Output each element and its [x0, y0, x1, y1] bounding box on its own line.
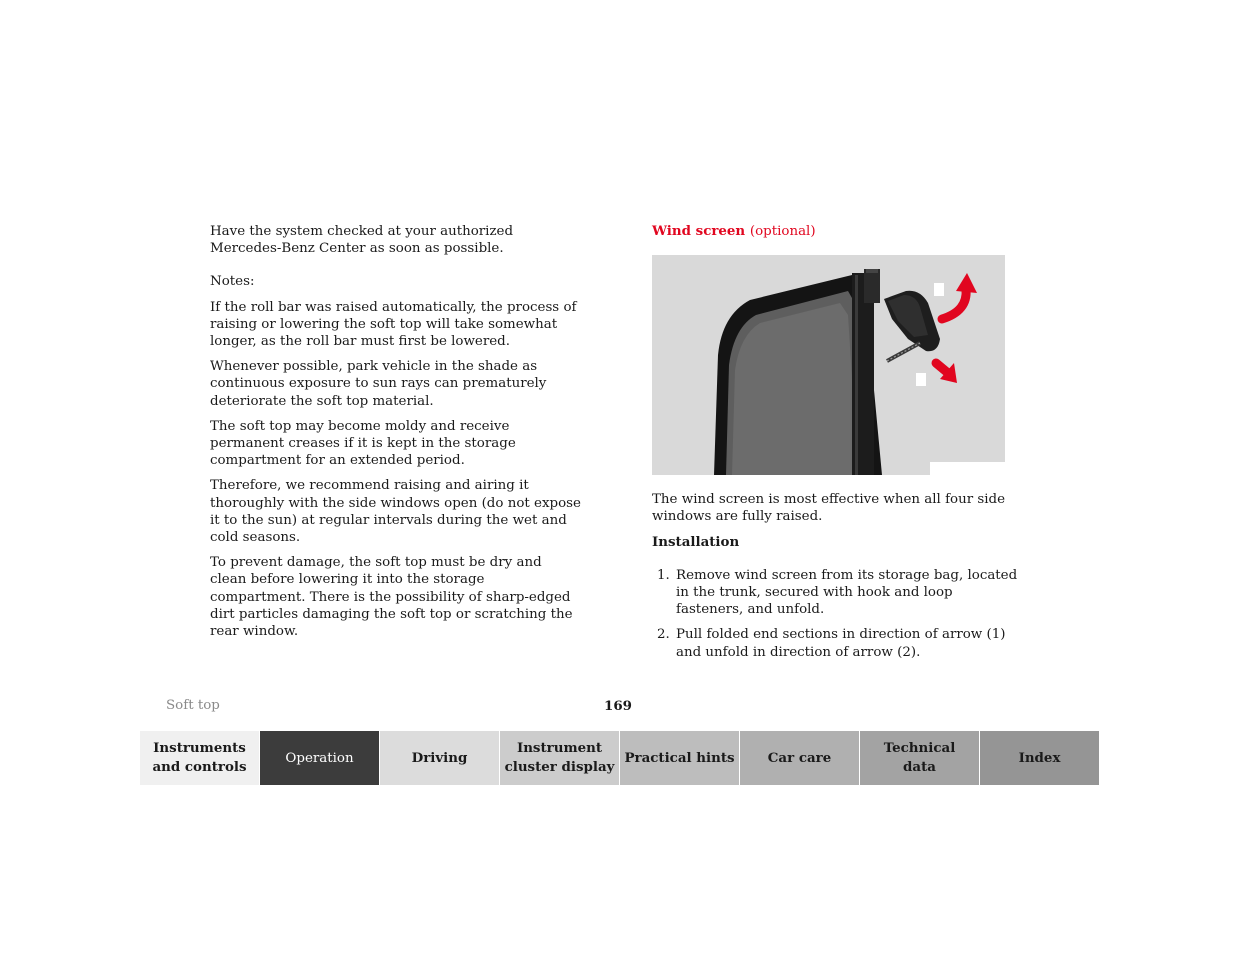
- tab-technical-data[interactable]: [860, 731, 979, 785]
- tab-driving[interactable]: [380, 731, 499, 785]
- tab-instruments-and-controls[interactable]: [140, 731, 259, 785]
- note-paragraph: The soft top may become moldy and receive permanent creases if it is kept in the storage compartment for an extended period.: [210, 418, 516, 469]
- installation-steps: [652, 567, 1024, 661]
- wind-screen-figure: [652, 255, 1005, 475]
- right-column: [652, 223, 1024, 669]
- tab-car-care[interactable]: [740, 731, 859, 785]
- note-paragraph: If the roll bar was raised automatically, the process of raising or lowering the soft top will take somewhat longer, as the roll bar must first be lowered.: [210, 299, 577, 350]
- tab-instrument-cluster-display[interactable]: [500, 731, 619, 785]
- list-item: [652, 567, 1024, 619]
- section-title-optional: (optional): [749, 224, 816, 239]
- tab-label: Instrument cluster display: [504, 740, 615, 775]
- chapter-tabs: [140, 731, 1099, 785]
- tab-label: Technical data: [883, 740, 956, 775]
- left-column: [210, 223, 582, 648]
- tab-practical-hints[interactable]: [620, 731, 739, 785]
- step-text: Remove wind screen from its storage bag, located in the trunk, secured with hook and loop fasteners, and unfold.: [676, 567, 1018, 618]
- page-number: 169: [604, 698, 632, 714]
- wind-screen-illustration: [652, 255, 1005, 475]
- notes-label: Notes:: [210, 274, 255, 290]
- step-number: 2.: [657, 627, 670, 643]
- tab-label: Index: [1018, 749, 1061, 766]
- wind-screen-description: The wind screen is most effective when all four side windows are fully raised.: [652, 492, 1006, 525]
- section-title-text: Wind screen: [652, 223, 746, 239]
- list-item: [652, 626, 1024, 660]
- note-paragraph: Therefore, we recommend raising and airing it thoroughly with the side windows open (do not expose it to the sun) at regular intervals during the wet and cold seasons.: [210, 478, 581, 546]
- note-paragraph: Whenever possible, park vehicle in the shade as continuous exposure to sun rays can prematurely deteriorate the soft top material.: [210, 359, 547, 409]
- note-paragraph: To prevent damage, the soft top must be dry and clean before lowering it into the storage compartment. There is the possibility of sharp-edged dirt particles damaging the soft top or scratching the rear window.: [210, 555, 573, 640]
- section-title: [652, 223, 1024, 240]
- tab-label: Driving: [411, 749, 468, 766]
- tab-index[interactable]: [980, 731, 1099, 785]
- footer-section-name: Soft top: [166, 698, 220, 713]
- tab-label: Practical hints: [624, 749, 735, 766]
- tab-label: Car care: [767, 749, 832, 766]
- installation-heading: Installation: [652, 533, 740, 550]
- tab-operation[interactable]: [260, 731, 379, 785]
- step-number: 1.: [657, 567, 670, 583]
- step-text: Pull folded end sections in direction of arrow (1) and unfold in direction of arrow (2).: [676, 627, 1006, 660]
- unfold-arrow-1-icon: [942, 273, 977, 319]
- tab-label: Operation: [285, 750, 354, 766]
- intro-paragraph: Have the system checked at your authorized Mercedes-Benz Center as soon as possible.: [210, 224, 514, 257]
- tab-label: Instruments and controls: [152, 740, 247, 775]
- unfold-arrow-2-icon: [936, 363, 957, 383]
